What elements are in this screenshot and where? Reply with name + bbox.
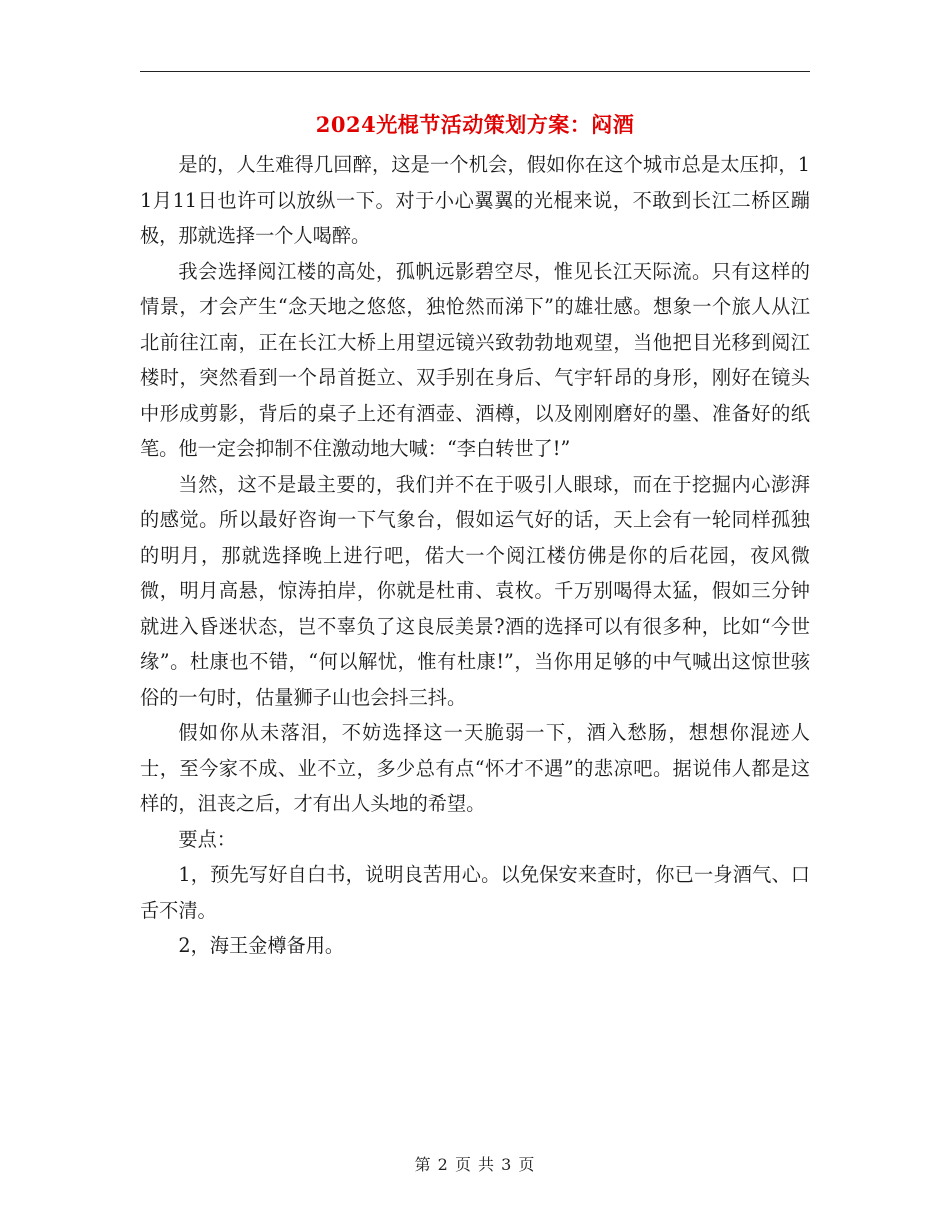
header-rule [140, 71, 810, 72]
paragraph-4: 假如你从未落泪，不妨选择这一天脆弱一下，酒入愁肠，想想你混迹人士，至今家不成、业不立，多少总有点“怀才不遇”的悲凉吧。据说伟人都是这样的，沮丧之后，才有出人头地的希望。 [140, 721, 810, 815]
paragraph-1: 是的，人生难得几回醉，这是一个机会，假如你在这个城市总是太压抑，11月11日也许可以放纵一下。对于小心翼翼的光棍来说，不敢到长江二桥区蹦极，那就选择一个人喝醉。 [140, 153, 810, 247]
key-point-1: 1，预先写好自白书，说明良苦用心。以免保安来查时，你已一身酒气、口舌不清。 [140, 863, 810, 922]
document-title: 2024光棍节活动策划方案：闷酒 [315, 112, 635, 137]
key-points-heading: 要点： [178, 827, 236, 851]
page-footer: 第 2 页 共 3 页 [414, 1155, 536, 1174]
key-point-2: 2，海王金樽备用。 [178, 934, 345, 957]
document-body [140, 147, 810, 964]
paragraph-3: 当然，这不是最主要的，我们并不在于吸引人眼球，而在于挖掘内心澎湃的感觉。所以最好咨询一下气象台，假如运气好的话，天上会有一轮同样孤独的明月，那就选择晚上进行吧，偌大一个阅江楼仿佛是你的后花园，夜风微微，明月高悬，惊涛拍岸，你就是杜甫、袁枚。千万别喝得太猛，假如三分钟就进入昏迷状态，岂不辜负了这良辰美景?酒的选择可以有很多种，比如“今世缘”。杜康也不错，“何以解忧，惟有杜康!”，当你用足够的中气喊出这惊世骇俗的一句时，估量狮子山也会抖三抖。 [140, 472, 810, 709]
paragraph-2: 我会选择阅江楼的高处，孤帆远影碧空尽，惟见长江天际流。只有这样的情景，才会产生“念天地之悠悠，独怆然而涕下”的雄壮感。想象一个旅人从江北前往江南，正在长江大桥上用望远镜兴致勃勃地观望，当他把目光移到阅江楼时，突然看到一个昂首挺立、双手别在身后、气宇轩昂的身形，刚好在镜头中形成剪影，背后的桌子上还有酒壶、酒樽，以及刚刚磨好的墨、准备好的纸笔。他一定会抑制不住激动地大喊：“李白转世了!” [140, 259, 810, 460]
